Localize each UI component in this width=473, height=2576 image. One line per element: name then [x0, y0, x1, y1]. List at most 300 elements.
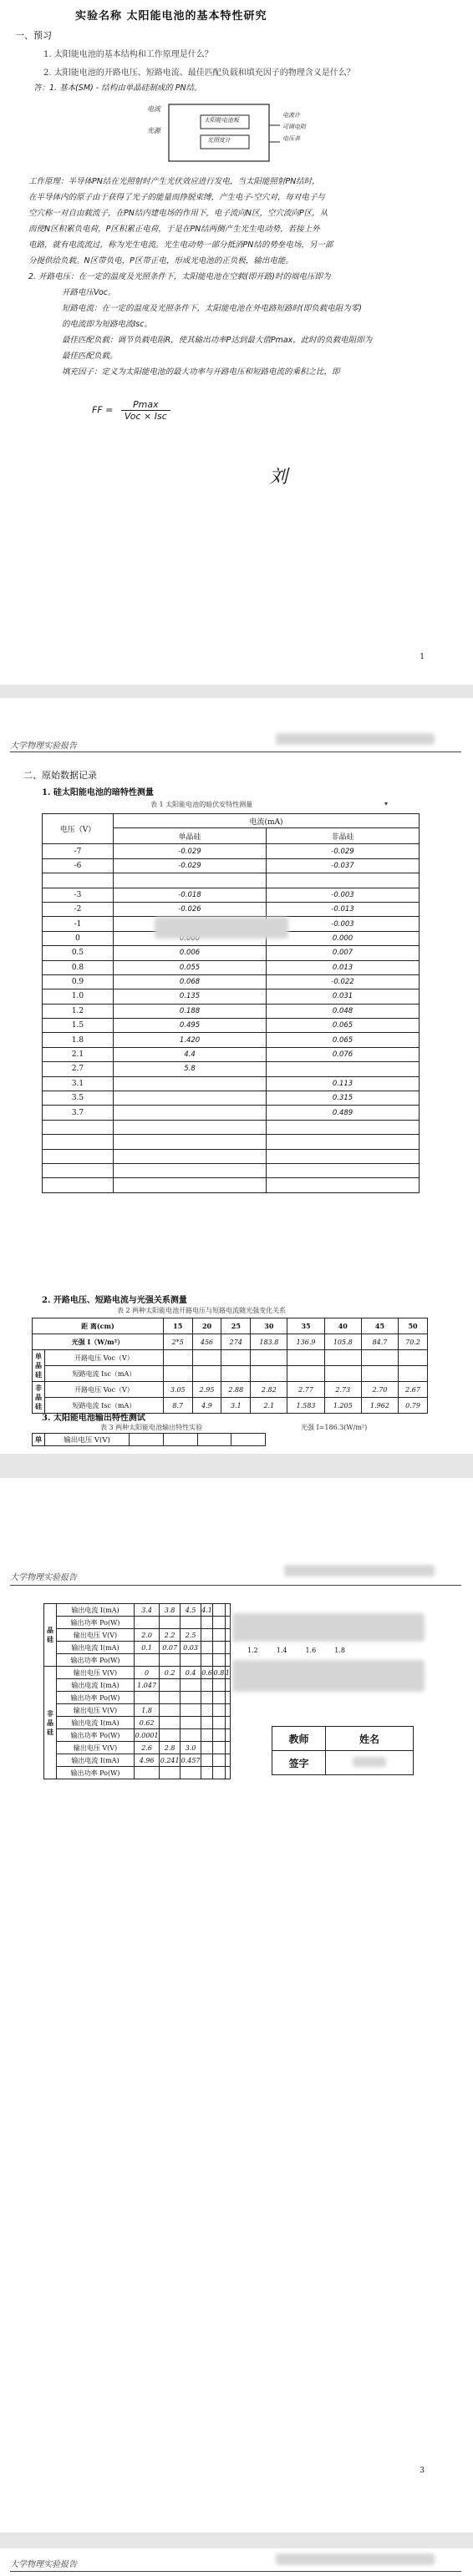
report-page-4 — [0, 2548, 473, 2576]
table-row — [44, 1717, 231, 1729]
poly-current-cell: 0.065 — [267, 1019, 420, 1033]
value-cell — [225, 1717, 230, 1729]
poly-current-cell: 0.113 — [267, 1076, 420, 1091]
single-current-cell: 1.420 — [114, 1033, 267, 1047]
voltage-cell: 1.0 — [43, 989, 114, 1004]
poly-current-cell: -0.003 — [267, 888, 420, 902]
single-current-cell: 0.006 — [114, 946, 267, 960]
single-current-cell: 0.495 — [114, 1019, 267, 1033]
page-header: 大学物理实验报告 — [10, 1573, 77, 1582]
signature-label: 签字 — [272, 1751, 326, 1775]
value-cell: 0.6 — [201, 1667, 213, 1679]
voltage-cell: 3.7 — [43, 1106, 114, 1120]
group-label-single: 晶硅 — [44, 1604, 57, 1667]
redacted-cells — [232, 1660, 425, 1692]
answer-text — [28, 174, 455, 380]
voc-cell: 2.82 — [251, 1382, 287, 1398]
single-current-cell — [114, 1076, 267, 1091]
single-current-cell — [114, 1178, 267, 1192]
table-row — [44, 1692, 231, 1704]
value-cell: 2.8 — [160, 1742, 181, 1754]
row-label: 输出功率 Po(W) — [57, 1767, 135, 1779]
page-header: 大学物理实验报告 — [10, 741, 77, 751]
voltage-cell: 0.5 — [43, 946, 114, 960]
poly-current-cell: -0.037 — [267, 858, 420, 873]
value-cell: 4.96 — [135, 1754, 160, 1767]
output-voltage-label: 输出电压 V(V) — [45, 1434, 130, 1446]
answer-heading: 答：1. 基本(SM) - 结构由单晶硅制成的 PN结。 — [33, 84, 202, 93]
value-cell — [201, 1679, 213, 1692]
circuit-diagram — [142, 100, 309, 167]
table3-intensity-note: 光强 I=186.3(W/m²) — [301, 1424, 368, 1431]
single-current-cell: 4.4 — [114, 1047, 267, 1061]
question-2: 2. 太阳能电池的开路电压、短路电流、最佳匹配负载和填充因子的物理含义是什么？ — [43, 68, 355, 78]
circuit-label-current: 电流 — [147, 105, 160, 113]
redacted-header — [284, 1565, 435, 1576]
voltage-value: 1.8 — [334, 1647, 345, 1654]
page-header: 大学物理实验报告 — [10, 2560, 77, 2569]
isc-cell: 0.79 — [399, 1398, 428, 1414]
formula-left: FF = — [92, 404, 114, 416]
isc-cell: 4.9 — [192, 1398, 221, 1414]
table-row — [43, 844, 420, 858]
value-cell — [201, 1704, 213, 1717]
answer-line: 空穴称一对自由载流子，在PN结内建电场的作用下，电子流向N区，空穴流向P区，从 — [28, 209, 328, 218]
isc-cell: 3.1 — [221, 1398, 251, 1414]
intensity-cell: 2*5 — [163, 1334, 192, 1350]
single-current-cell: 0.068 — [114, 974, 267, 989]
circuit-label-source: 光源 — [147, 127, 160, 134]
value-cell — [135, 1617, 160, 1629]
poly-current-cell: 0.048 — [267, 1004, 420, 1018]
value-cell — [213, 1604, 225, 1617]
table-row — [43, 888, 420, 902]
circuit-box-meter: 光照度计 — [207, 137, 231, 144]
voc-cell: 3.05 — [163, 1382, 192, 1398]
signature-value — [326, 1751, 414, 1775]
intensity-cell: 274 — [221, 1334, 251, 1350]
value-cell — [213, 1642, 225, 1654]
value-cell — [201, 1729, 213, 1742]
table-row — [43, 1149, 420, 1163]
question-1: 1. 太阳能电池的基本结构和工作原理是什么？ — [43, 50, 213, 59]
answer-line: 工作原理：半导体PN结在光照射时产生光伏效应进行发电，当太阳能照射PN结时， — [28, 177, 320, 186]
value-cell — [213, 1767, 225, 1779]
value-cell: 3.4 — [135, 1604, 160, 1617]
answer-line: 2. 开路电压：在一定的温度及光照条件下，太阳能电池在空载(即开路)时的端电压即为 — [28, 272, 331, 281]
section-raw-data: 二、原始数据记录 — [23, 770, 97, 781]
intensity-label: 光强 I（W/m²） — [33, 1334, 164, 1350]
row-label: 输出电压 V(V) — [57, 1667, 135, 1679]
formula-ff — [92, 399, 170, 422]
value-cell — [181, 1654, 201, 1667]
subsection-dark: 1. 硅太阳能电池的暗特性测量 — [42, 788, 154, 797]
poly-current-cell — [267, 1120, 420, 1134]
voc-cell: 2.73 — [324, 1382, 361, 1398]
voc-label: 开路电压 Voc（V） — [45, 1382, 164, 1398]
value-cell: 4.5 — [181, 1604, 201, 1617]
group-label-amorphous: 非晶硅 — [44, 1667, 57, 1779]
value-cell — [213, 1729, 225, 1742]
dark-iv-table — [42, 813, 420, 1193]
formula-denominator: Voc × Isc — [124, 411, 167, 422]
single-current-cell: -0.029 — [114, 858, 267, 873]
distance-label: 距 离(cm) — [33, 1318, 164, 1334]
value-cell: 2.6 — [135, 1742, 160, 1754]
value-cell: 2.2 — [160, 1629, 181, 1642]
intensity-cell: 136.9 — [287, 1334, 324, 1350]
redacted-header — [276, 733, 435, 745]
single-crystal-label: 单 — [33, 1434, 45, 1446]
voc-cell — [251, 1350, 287, 1366]
value-cell — [213, 1629, 225, 1642]
single-current-cell — [114, 1120, 267, 1134]
value-cell — [225, 1654, 230, 1667]
voltage-cell: -7 — [43, 844, 114, 858]
single-current-cell: 0.135 — [114, 989, 267, 1004]
single-current-cell: 0.188 — [114, 1004, 267, 1018]
poly-current-cell: -0.022 — [267, 974, 420, 989]
answer-line: 开路电压Voc。 — [62, 288, 116, 297]
row-label: 输出电压 V(V) — [57, 1742, 135, 1754]
table-row — [44, 1754, 231, 1767]
voltage-cell: -6 — [43, 858, 114, 873]
value-cell — [160, 1729, 181, 1742]
poly-current-cell: -0.013 — [267, 902, 420, 916]
table-row — [44, 1667, 231, 1679]
row-label: 输出功率 Po(W) — [57, 1692, 135, 1704]
single-current-cell — [114, 1091, 267, 1106]
table1-caption: 表 1 太阳能电池的暗伏安特性测量 — [150, 801, 253, 808]
value-cell — [213, 1704, 225, 1717]
row-label: 输出功率 Po(W) — [57, 1617, 135, 1629]
student-signature: 刘 — [269, 467, 288, 488]
teacher-label: 教师 — [272, 1727, 326, 1751]
table-row — [43, 858, 420, 873]
distance-cell: 45 — [361, 1318, 398, 1334]
value-cell — [201, 1767, 213, 1779]
value-cell: 0.07 — [160, 1642, 181, 1654]
value-cell — [225, 1767, 230, 1779]
value-cell — [225, 1729, 230, 1742]
table-row — [43, 1019, 420, 1033]
value-cell — [181, 1729, 201, 1742]
poly-current-cell — [267, 1163, 420, 1177]
poly-current-cell — [267, 1178, 420, 1192]
poly-current-cell — [267, 1135, 420, 1149]
table-row — [43, 1091, 420, 1106]
table-row — [43, 1135, 420, 1149]
value-cell — [201, 1617, 213, 1629]
isc-cell — [324, 1366, 361, 1382]
voltage-cell: 0.8 — [43, 960, 114, 974]
intensity-cell: 105.8 — [324, 1334, 361, 1350]
circuit-right-resistor: 可调电阻 — [282, 124, 306, 130]
voltage-cell — [43, 873, 114, 888]
value-cell — [160, 1617, 181, 1629]
isc-cell — [399, 1366, 428, 1382]
isc-cell — [287, 1366, 324, 1382]
value-cell — [213, 1692, 225, 1704]
table-row — [44, 1617, 231, 1629]
distance-cell: 15 — [163, 1318, 192, 1334]
row-label: 输出电压 V(V) — [57, 1704, 135, 1717]
poly-current-cell: 0.000 — [267, 931, 420, 945]
row-label: 输出功率 Po(W) — [57, 1729, 135, 1742]
voltage-cell: 2.7 — [43, 1062, 114, 1076]
voc-cell — [361, 1350, 398, 1366]
value-cell: 0.62 — [135, 1717, 160, 1729]
voc-cell — [163, 1350, 192, 1366]
answer-line: 的电流即为短路电流Isc。 — [62, 320, 152, 329]
isc-cell: 1.962 — [361, 1398, 398, 1414]
value-cell — [225, 1754, 230, 1767]
isc-cell: 1.583 — [287, 1398, 324, 1414]
isc-cell — [192, 1366, 221, 1382]
value-cell — [181, 1767, 201, 1779]
poly-current-cell: -0.003 — [267, 917, 420, 931]
answer-line: 电路，就有电流流过，称为光生电流。光生电动势一部分抵消PN结的势垒电场，另一部 — [28, 240, 333, 250]
value-cell — [225, 1692, 230, 1704]
answer-line: 短路电流：在一定的温度及光照条件下，太阳能电池在外电路短路时(即负载电阻为零) — [62, 304, 362, 313]
formula-numerator: Pmax — [121, 399, 170, 411]
voltage-cell: 1.8 — [43, 1033, 114, 1047]
intensity-cell: 456 — [192, 1334, 221, 1350]
col-poly-header: 非晶硅 — [267, 828, 420, 844]
row-label: 输出电流 I(mA) — [57, 1679, 135, 1692]
value-cell: 0.2 — [160, 1667, 181, 1679]
isc-label: 短路电流 Isc（mA） — [45, 1398, 164, 1414]
isc-cell: 8.7 — [163, 1398, 192, 1414]
isc-cell — [221, 1366, 251, 1382]
value-cell — [181, 1617, 201, 1629]
table-row — [44, 1654, 231, 1667]
redacted-cells — [155, 917, 288, 939]
distance-cell: 50 — [399, 1318, 428, 1334]
voc-cell — [287, 1350, 324, 1366]
value-cell — [225, 1679, 230, 1692]
table-row — [44, 1604, 231, 1617]
value-cell — [160, 1654, 181, 1667]
value-cell — [135, 1654, 160, 1667]
value-cell: 3.8 — [160, 1604, 181, 1617]
value-cell: 1.047 — [135, 1679, 160, 1692]
value-cell — [225, 1642, 230, 1654]
value-cell — [213, 1742, 225, 1754]
table-row — [44, 1679, 231, 1692]
table-row — [43, 902, 420, 916]
intensity-cell: 70.2 — [399, 1334, 428, 1350]
intensity-cell: 183.8 — [251, 1334, 287, 1350]
poly-current-cell: 0.007 — [267, 946, 420, 960]
col-current-header: 电流(mA) — [114, 814, 420, 828]
table3-caption: 表 3 两种太阳能电池输出特性实验 — [100, 1424, 203, 1431]
row-label: 输出电流 I(mA) — [57, 1604, 135, 1617]
table-row — [43, 946, 420, 960]
table-row — [44, 1629, 231, 1642]
table2-caption: 表 2 两种太阳能电池开路电压与短路电流随光强变化关系 — [117, 1307, 287, 1314]
value-cell — [225, 1742, 230, 1754]
report-page-1 — [0, 0, 473, 685]
value-cell — [201, 1692, 213, 1704]
value-cell — [135, 1692, 160, 1704]
voltage-cell — [43, 1120, 114, 1134]
answer-line: 最佳匹配负载：调节负载电阻R，使其输出功率P达到最大值Pmax，此时的负载电阻即为 — [62, 336, 373, 345]
value-cell: 0.4 — [181, 1667, 201, 1679]
voltage-cell — [43, 1149, 114, 1163]
value-cell — [213, 1679, 225, 1692]
value-cell — [181, 1717, 201, 1729]
distance-cell: 35 — [287, 1318, 324, 1334]
voc-label: 开路电压 Voc（V） — [45, 1350, 164, 1366]
value-cell — [213, 1617, 225, 1629]
signature-box — [272, 1726, 414, 1775]
table-row — [44, 1642, 231, 1654]
voltage-value: 1.6 — [305, 1647, 317, 1654]
section-preview: 一、预习 — [15, 30, 52, 41]
voltage-cell — [43, 1163, 114, 1177]
report-page-2 — [0, 698, 473, 1454]
redacted-cells — [232, 1613, 425, 1642]
value-cell — [160, 1692, 181, 1704]
poly-current-cell — [267, 1149, 420, 1163]
value-cell: 4.1 — [201, 1604, 213, 1617]
poly-current-cell: 0.031 — [267, 989, 420, 1004]
table-row — [43, 974, 420, 989]
amorphous-label: 非晶硅 — [33, 1382, 45, 1414]
voc-cell: 2.70 — [361, 1382, 398, 1398]
voc-cell — [399, 1350, 428, 1366]
single-current-cell: 5.8 — [114, 1062, 267, 1076]
subsection-voc-isc: 2. 开路电压、短路电流与光强关系测量 — [42, 1296, 187, 1305]
output-table-start — [32, 1433, 266, 1446]
value-cell — [201, 1629, 213, 1642]
row-label: 输出电流 I(mA) — [57, 1717, 135, 1729]
voltage-cell: -3 — [43, 888, 114, 902]
value-cell — [160, 1704, 181, 1717]
value-cell — [201, 1742, 213, 1754]
table-row — [43, 960, 420, 974]
single-current-cell — [114, 1106, 267, 1120]
poly-current-cell: 0.076 — [267, 1047, 420, 1061]
voltage-cell: -2 — [43, 902, 114, 916]
report-page-3 — [0, 1478, 473, 2533]
redacted-header — [276, 2553, 435, 2565]
value-cell — [225, 1604, 230, 1617]
value-cell — [225, 1704, 230, 1717]
value-cell: 0.03 — [181, 1642, 201, 1654]
single-current-cell — [114, 1163, 267, 1177]
value-cell — [201, 1717, 213, 1729]
isc-cell — [251, 1366, 287, 1382]
answer-line: 最佳匹配负载。 — [62, 352, 118, 361]
distance-cell: 30 — [251, 1318, 287, 1334]
circuit-right-ammeter: 电流计 — [282, 112, 300, 119]
value-cell — [225, 1629, 230, 1642]
row-label: 输出电压 V(V) — [57, 1629, 135, 1642]
table-row — [43, 1120, 420, 1134]
row-label: 输出电流 I(mA) — [57, 1642, 135, 1654]
value-cell — [201, 1754, 213, 1767]
voltage-cell: 2.1 — [43, 1047, 114, 1061]
col-voltage-header: 电压（V） — [43, 814, 114, 844]
value-cell: 3.0 — [181, 1742, 201, 1754]
value-cell — [213, 1717, 225, 1729]
extra-voltage-values — [247, 1647, 345, 1654]
value-cell — [181, 1679, 201, 1692]
table-row — [43, 1106, 420, 1120]
name-label: 姓名 — [326, 1727, 414, 1751]
voltage-cell: -1 — [43, 917, 114, 931]
table-row — [44, 1729, 231, 1742]
value-cell — [213, 1754, 225, 1767]
isc-cell: 2.1 — [251, 1398, 287, 1414]
value-cell — [181, 1692, 201, 1704]
value-cell: 1 — [225, 1667, 230, 1679]
single-current-cell — [114, 1135, 267, 1149]
table-row — [43, 1076, 420, 1091]
single-current-cell — [114, 1149, 267, 1163]
voltage-cell: 1.2 — [43, 1004, 114, 1018]
single-current-cell: 0.055 — [114, 960, 267, 974]
subsection-output: 3. 太阳能电池输出特性测试 — [42, 1414, 145, 1423]
isc-cell — [163, 1366, 192, 1382]
poly-current-cell: 0.013 — [267, 960, 420, 974]
value-cell — [225, 1617, 230, 1629]
row-label: 输出功率 Po(W) — [57, 1654, 135, 1667]
single-crystal-label: 单晶硅 — [33, 1350, 45, 1382]
table-row — [44, 1704, 231, 1717]
value-cell: 2.5 — [181, 1629, 201, 1642]
distance-cell: 40 — [324, 1318, 361, 1334]
isc-label: 短路电流 Isc（mA） — [45, 1366, 164, 1382]
value-cell — [135, 1767, 160, 1779]
voc-cell: 2.77 — [287, 1382, 324, 1398]
table-row — [43, 989, 420, 1004]
value-cell — [201, 1654, 213, 1667]
voltage-cell — [43, 1178, 114, 1192]
isc-cell — [361, 1366, 398, 1382]
poly-current-cell — [267, 1062, 420, 1076]
intensity-cell: 84.7 — [361, 1334, 398, 1350]
answer-line: 在半导体内的原子由于获得了光子的能量而挣脱束缚，产生电子-空穴对，每对电子与 — [28, 193, 325, 202]
table-row — [43, 873, 420, 888]
poly-current-cell — [267, 873, 420, 888]
value-cell: 0.0001 — [135, 1729, 160, 1742]
voltage-cell: 1.5 — [43, 1019, 114, 1033]
distance-cell: 25 — [221, 1318, 251, 1334]
voc-cell — [192, 1350, 221, 1366]
experiment-title: 实验名称 太阳能电池的基本特性研究 — [75, 10, 267, 23]
table-row — [43, 1033, 420, 1047]
table-row — [43, 1004, 420, 1018]
value-cell: 0 — [135, 1667, 160, 1679]
single-current-cell: -0.026 — [114, 902, 267, 916]
table-row — [43, 1178, 420, 1192]
answer-line: 填充因子：定义为太阳能电池的最大功率与开路电压和短路电流的乘积之比，即 — [62, 367, 340, 377]
value-cell: 1.8 — [135, 1704, 160, 1717]
caption-dropdown-marker: ▾ — [384, 800, 389, 807]
output-characteristics-table — [43, 1603, 231, 1779]
voltage-cell: 0 — [43, 931, 114, 945]
voltage-cell — [43, 1135, 114, 1149]
table-row — [43, 1062, 420, 1076]
header-rule — [10, 1585, 461, 1586]
voltage-value: 1.4 — [276, 1647, 287, 1654]
answer-line: 分提供给负载。N区带负电，P区带正电，形成光电池的正负极，输出电能。 — [28, 256, 293, 266]
poly-current-cell: -0.029 — [267, 844, 420, 858]
value-cell — [201, 1642, 213, 1654]
